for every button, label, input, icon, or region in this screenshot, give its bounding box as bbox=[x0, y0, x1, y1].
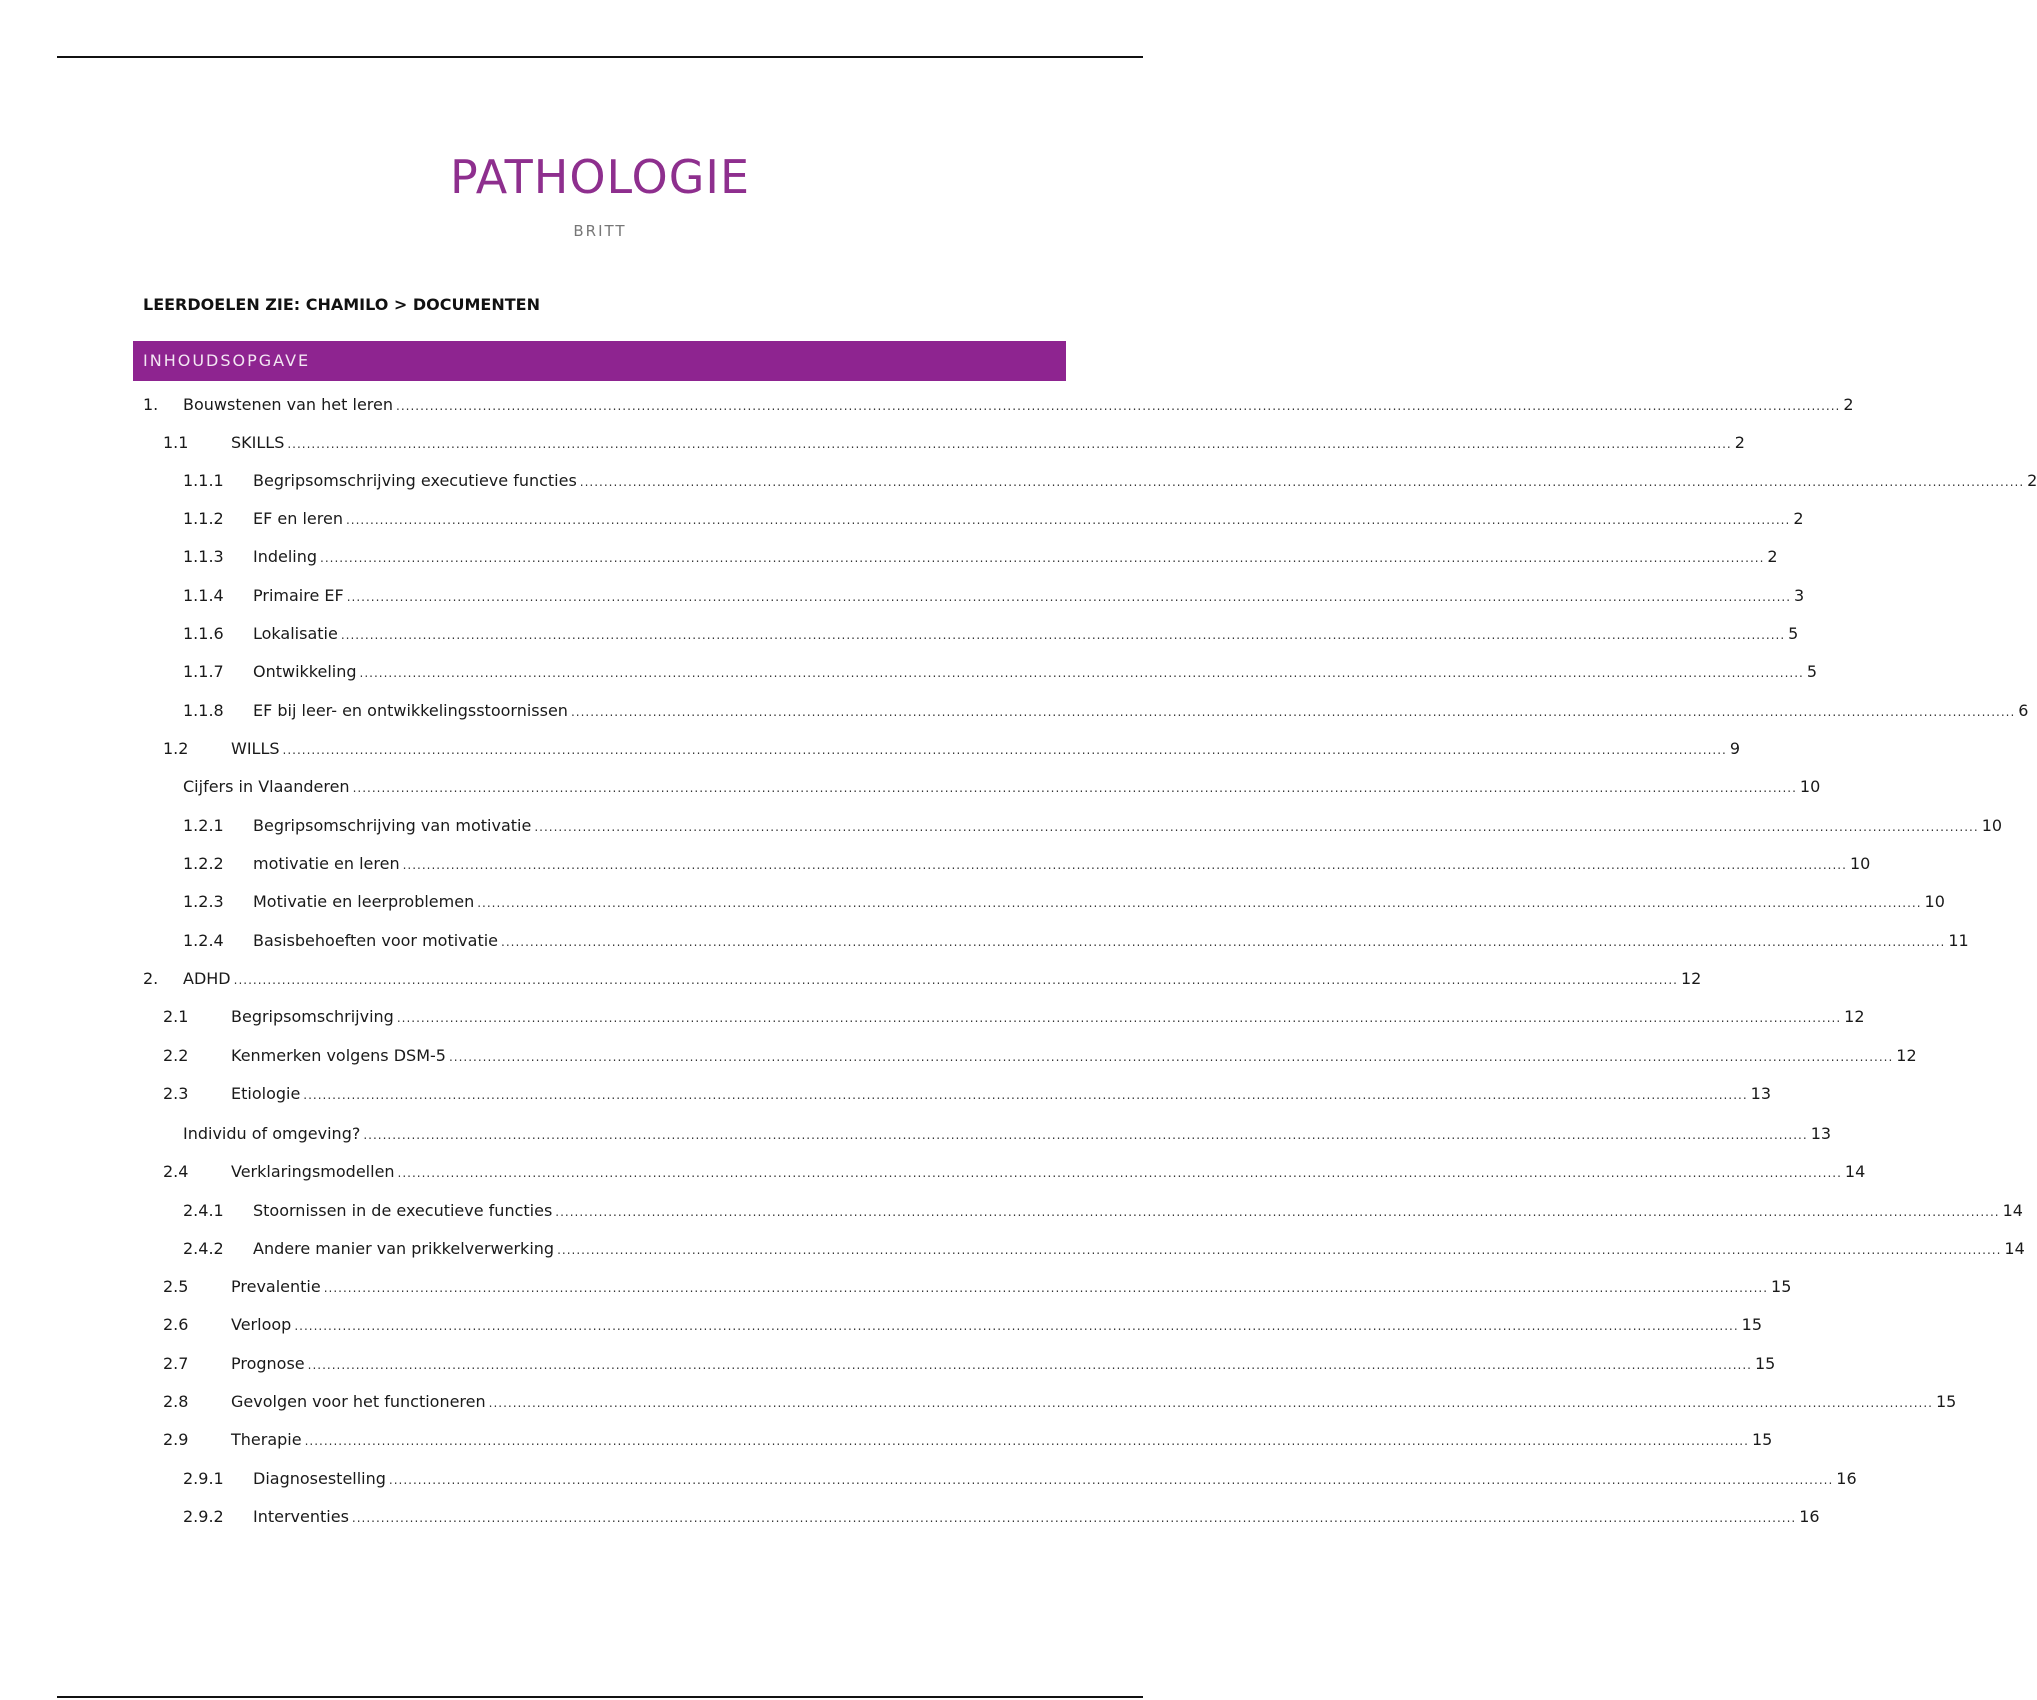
toc-entry[interactable] bbox=[163, 1344, 1776, 1382]
toc-entry[interactable] bbox=[183, 921, 1969, 959]
toc-entry-number: 1.1 bbox=[163, 432, 189, 452]
toc-entry-label: Ontwikkeling bbox=[253, 661, 357, 681]
toc-entry[interactable] bbox=[163, 423, 1745, 461]
toc-entry-page: 2 bbox=[1843, 394, 1854, 414]
toc-entry-label: motivatie en leren bbox=[253, 853, 400, 873]
toc-entry-label: Begripsomschrijving executieve functies bbox=[253, 470, 577, 490]
toc-entry-number: 2.6 bbox=[163, 1314, 189, 1334]
toc-entry-label: Basisbehoeften voor motivatie bbox=[253, 930, 499, 950]
toc-entry[interactable] bbox=[163, 1152, 1866, 1190]
toc-dot-leader: ............................................................................................................................................................................................................................................................................................................ bbox=[303, 1088, 1748, 1102]
toc-entry-number: 2.2 bbox=[163, 1045, 189, 1065]
toc-dot-leader: ............................................................................................................................................................................................................................................................................................................ bbox=[388, 1473, 1834, 1487]
toc-dot-leader: ............................................................................................................................................................................................................................................................................................................ bbox=[396, 399, 1841, 413]
toc-entry-number: 1.2.2 bbox=[183, 853, 224, 873]
toc-dot-leader: ............................................................................................................................................................................................................................................................................................................ bbox=[570, 705, 2016, 719]
toc-entry-label: EF en leren bbox=[253, 508, 343, 528]
toc-dot-leader: ............................................................................................................................................................................................................................................................................................................ bbox=[346, 590, 1792, 604]
toc-entry-page: 3 bbox=[1794, 585, 1805, 605]
toc-dot-leader: ............................................................................................................................................................................................................................................................................................................ bbox=[233, 973, 1678, 987]
toc-entry[interactable] bbox=[183, 691, 2029, 729]
toc-entry[interactable] bbox=[183, 882, 1945, 920]
toc-entry-number: 2.4.2 bbox=[183, 1238, 224, 1258]
toc-dot-leader: ............................................................................................................................................................................................................................................................................................................ bbox=[352, 781, 1797, 795]
toc-entry-page: 12 bbox=[1680, 968, 1702, 988]
toc-entry[interactable] bbox=[183, 806, 2003, 844]
document-title: PATHOLOGIE bbox=[449, 150, 751, 204]
toc-dot-leader: ............................................................................................................................................................................................................................................................................................................ bbox=[488, 1396, 1933, 1410]
toc-entry-number: 1.1.6 bbox=[183, 623, 224, 643]
toc-entry-page: 10 bbox=[1849, 853, 1871, 873]
toc-entry[interactable] bbox=[163, 1036, 1917, 1074]
toc-entry-page: 2 bbox=[1793, 508, 1804, 528]
toc-dot-leader: ............................................................................................................................................................................................................................................................................................................ bbox=[363, 1128, 1808, 1142]
toc-entry[interactable] bbox=[143, 959, 1702, 997]
toc-entry-page: 12 bbox=[1896, 1045, 1917, 1065]
toc-entry-label: Prognose bbox=[231, 1353, 305, 1373]
toc-entry-number: 1.2 bbox=[163, 738, 189, 758]
toc-entry-page: 14 bbox=[2002, 1200, 2023, 1220]
toc-entry-page: 10 bbox=[1981, 815, 2003, 835]
toc-entry-label: ADHD bbox=[183, 968, 231, 988]
toc-entry[interactable] bbox=[183, 1229, 2025, 1267]
toc-entry-number: 2.4 bbox=[163, 1161, 189, 1181]
toc-entry[interactable] bbox=[183, 652, 1818, 690]
toc-dot-leader: ............................................................................................................................................................................................................................................................................................................ bbox=[304, 1434, 1749, 1448]
toc-entry[interactable] bbox=[183, 614, 1799, 652]
toc-dot-leader: ............................................................................................................................................................................................................................................................................................................ bbox=[282, 743, 1727, 757]
toc-entry-number: 1.1.7 bbox=[183, 661, 224, 681]
toc-entry-number: 1.2.4 bbox=[183, 930, 224, 950]
toc-entry-page: 14 bbox=[1844, 1161, 1866, 1181]
toc-dot-leader: ............................................................................................................................................................................................................................................................................................................ bbox=[402, 858, 1847, 872]
toc-entry-label: SKILLS bbox=[231, 432, 285, 452]
toc-entry-number: 2. bbox=[143, 968, 159, 988]
toc-entry-label: WILLS bbox=[231, 738, 280, 758]
toc-entry[interactable] bbox=[183, 1114, 1832, 1152]
toc-dot-leader: ............................................................................................................................................................................................................................................................................................................ bbox=[359, 666, 1804, 680]
toc-entry-number: 1.1.2 bbox=[183, 508, 224, 528]
toc-dot-leader: ............................................................................................................................................................................................................................................................................................................ bbox=[323, 1281, 1769, 1295]
toc-entry-page: 15 bbox=[1771, 1276, 1792, 1296]
toc-entry-number: 1.1.4 bbox=[183, 585, 224, 605]
toc-entry[interactable] bbox=[183, 461, 2037, 499]
toc-entry[interactable] bbox=[183, 844, 1871, 882]
toc-entry-page: 14 bbox=[2004, 1238, 2025, 1258]
toc-dot-leader: ............................................................................................................................................................................................................................................................................................................ bbox=[448, 1050, 1894, 1064]
toc-entry-number: 2.3 bbox=[163, 1083, 189, 1103]
toc-entry-page: 2 bbox=[2027, 470, 2037, 490]
toc-entry-page: 15 bbox=[1935, 1391, 1957, 1411]
toc-heading: INHOUDSOPGAVE bbox=[143, 351, 311, 370]
toc-entry-number: 1.2.1 bbox=[183, 815, 224, 835]
toc-entry[interactable] bbox=[183, 1191, 2023, 1229]
toc-entry[interactable] bbox=[183, 576, 1805, 614]
toc-entry-label: Kenmerken volgens DSM-5 bbox=[231, 1045, 446, 1065]
toc-entry-page: 5 bbox=[1788, 623, 1799, 643]
toc-entry-page: 15 bbox=[1755, 1353, 1776, 1373]
toc-entry-label: Prevalentie bbox=[231, 1276, 321, 1296]
toc-entry-page: 16 bbox=[1836, 1468, 1857, 1488]
toc-entry-page: 15 bbox=[1741, 1314, 1763, 1334]
toc-heading-bar bbox=[133, 341, 1066, 381]
toc-entry-number: 1.1.3 bbox=[183, 546, 224, 566]
toc-entry-page: 10 bbox=[1799, 776, 1821, 796]
learning-objectives-note: LEERDOELEN ZIE: CHAMILO > DOCUMENTEN bbox=[143, 295, 540, 314]
toc-entry-label: Primaire EF bbox=[253, 585, 344, 605]
toc-entry-page: 11 bbox=[1948, 930, 1969, 950]
toc-entry-label: Etiologie bbox=[231, 1083, 301, 1103]
toc-entry-number: 2.9 bbox=[163, 1429, 189, 1449]
toc-entry[interactable] bbox=[163, 1267, 1792, 1305]
toc-entry[interactable] bbox=[183, 499, 1804, 537]
toc-dot-leader: ............................................................................................................................................................................................................................................................................................................ bbox=[477, 896, 1922, 910]
toc-entry[interactable] bbox=[163, 1305, 1763, 1343]
toc-entry-label: Begripsomschrijving van motivatie bbox=[253, 815, 532, 835]
toc-entry-label: Gevolgen voor het functioneren bbox=[231, 1391, 486, 1411]
toc-dot-leader: ............................................................................................................................................................................................................................................................................................................ bbox=[396, 1011, 1842, 1025]
toc-entry-label: Indeling bbox=[253, 546, 318, 566]
toc-entry-label: Lokalisatie bbox=[253, 623, 338, 643]
toc-entry-label: Cijfers in Vlaanderen bbox=[183, 776, 350, 796]
toc-dot-leader: ............................................................................................................................................................................................................................................................................................................ bbox=[320, 551, 1765, 565]
toc-dot-leader: ............................................................................................................................................................................................................................................................................................................ bbox=[555, 1205, 2000, 1219]
toc-entry-page: 13 bbox=[1750, 1083, 1771, 1103]
toc-dot-leader: ............................................................................................................................................................................................................................................................................................................ bbox=[501, 935, 1946, 949]
toc-dot-leader: ............................................................................................................................................................................................................................................................................................................ bbox=[294, 1319, 1739, 1333]
toc-entry-page: 12 bbox=[1844, 1006, 1865, 1026]
toc-entry-label: Motivatie en leerproblemen bbox=[253, 891, 475, 911]
toc-entry-page: 16 bbox=[1799, 1506, 1820, 1526]
toc-dot-leader: ............................................................................................................................................................................................................................................................................................................ bbox=[351, 1511, 1797, 1525]
toc-entry-number: 2.9.1 bbox=[183, 1468, 224, 1488]
toc-dot-leader: ............................................................................................................................................................................................................................................................................................................ bbox=[345, 513, 1791, 527]
toc-entry-number: 2.8 bbox=[163, 1391, 189, 1411]
document-author: BRITT bbox=[573, 222, 627, 240]
toc-entry-label: Verklaringsmodellen bbox=[231, 1161, 395, 1181]
toc-entry[interactable] bbox=[163, 1074, 1771, 1112]
toc-entry[interactable] bbox=[163, 729, 1741, 767]
toc-entry-page: 6 bbox=[2018, 700, 2029, 720]
footer-rule bbox=[57, 1696, 1143, 1698]
toc-entry-page: 10 bbox=[1924, 891, 1945, 911]
toc-entry-page: 5 bbox=[1806, 661, 1818, 681]
toc-entry-label: Verloop bbox=[231, 1314, 292, 1334]
toc-entry[interactable] bbox=[183, 537, 1778, 575]
toc-entry-number: 1.2.3 bbox=[183, 891, 224, 911]
toc-entry-label: Individu of omgeving? bbox=[183, 1123, 361, 1143]
toc-entry-number: 1. bbox=[143, 394, 159, 414]
toc-dot-leader: ............................................................................................................................................................................................................................................................................................................ bbox=[287, 437, 1732, 451]
toc-entry-page: 15 bbox=[1751, 1429, 1773, 1449]
toc-entry[interactable] bbox=[183, 767, 1821, 805]
toc-entry-page: 13 bbox=[1810, 1123, 1832, 1143]
toc-entry-number: 1.1.1 bbox=[183, 470, 224, 490]
toc-entry[interactable] bbox=[163, 997, 1865, 1035]
toc-dot-leader: ............................................................................................................................................................................................................................................................................................................ bbox=[307, 1358, 1752, 1372]
toc-entry-label: Interventies bbox=[253, 1506, 349, 1526]
toc-entry[interactable] bbox=[183, 1459, 1857, 1497]
toc-entry-page: 2 bbox=[1734, 432, 1745, 452]
toc-dot-leader: ............................................................................................................................................................................................................................................................................................................ bbox=[557, 1243, 2002, 1257]
toc-entry[interactable] bbox=[143, 385, 1854, 423]
toc-entry-label: EF bij leer- en ontwikkelingsstoornissen bbox=[253, 700, 568, 720]
toc-entry-label: Bouwstenen van het leren bbox=[183, 394, 393, 414]
toc-dot-leader: ............................................................................................................................................................................................................................................................................................................ bbox=[534, 820, 1979, 834]
toc-entry[interactable] bbox=[163, 1420, 1773, 1458]
toc-entry-label: Stoornissen in de executieve functies bbox=[253, 1200, 553, 1220]
toc-entry-page: 2 bbox=[1767, 546, 1778, 566]
toc-entry-label: Diagnosestelling bbox=[253, 1468, 386, 1488]
toc-entry-number: 2.9.2 bbox=[183, 1506, 224, 1526]
toc-entry[interactable] bbox=[183, 1497, 1820, 1535]
toc-entry-number: 2.1 bbox=[163, 1006, 189, 1026]
toc-dot-leader: ............................................................................................................................................................................................................................................................................................................ bbox=[340, 628, 1786, 642]
toc-entry-label: Andere manier van prikkelverwerking bbox=[253, 1238, 555, 1258]
toc-entry[interactable] bbox=[163, 1382, 1957, 1420]
toc-entry-number: 2.4.1 bbox=[183, 1200, 224, 1220]
toc-entry-label: Begripsomschrijving bbox=[231, 1006, 394, 1026]
toc-entry-number: 1.1.8 bbox=[183, 700, 224, 720]
toc-entry-page: 9 bbox=[1729, 738, 1741, 758]
toc-dot-leader: ............................................................................................................................................................................................................................................................................................................ bbox=[579, 475, 2025, 489]
header-rule bbox=[57, 56, 1143, 58]
toc-dot-leader: ............................................................................................................................................................................................................................................................................................................ bbox=[397, 1166, 1842, 1180]
toc-entry-number: 2.5 bbox=[163, 1276, 189, 1296]
toc-entry-number: 2.7 bbox=[163, 1353, 189, 1373]
toc-entry-label: Therapie bbox=[231, 1429, 302, 1449]
